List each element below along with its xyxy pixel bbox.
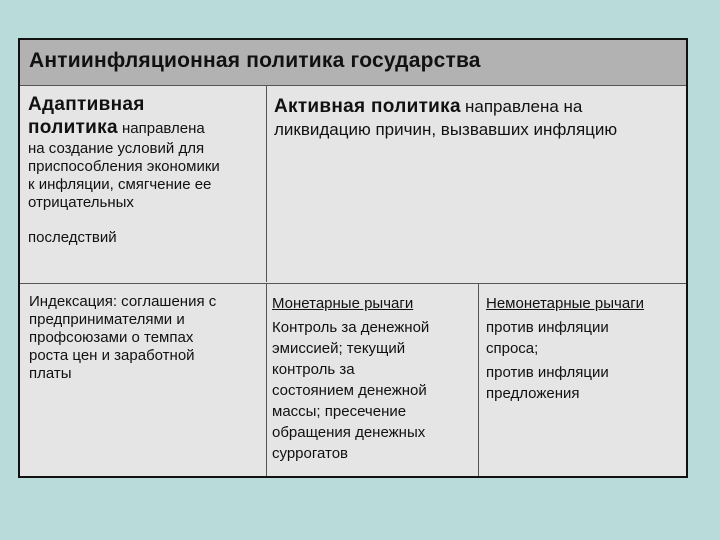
indexation-line: роста цен и заработной bbox=[29, 347, 195, 364]
monetary-line: суррогатов bbox=[272, 445, 349, 462]
monetary-line: Контроль за денежной bbox=[272, 319, 430, 336]
indexation-line: предпринимателями и bbox=[29, 311, 185, 328]
adaptive-heading-rest: направлена bbox=[122, 120, 205, 137]
monetary-line: массы; пресечение bbox=[272, 403, 407, 420]
monetary-heading: Монетарные рычаги bbox=[272, 295, 414, 312]
table-title: Антиинфляционная политика государства bbox=[29, 49, 481, 72]
monetary-line: состоянием денежной bbox=[272, 382, 427, 399]
adaptive-heading-line2: политика bbox=[28, 117, 118, 138]
adaptive-line: на создание условий для bbox=[28, 140, 205, 157]
indexation-line: профсоюзами о темпах bbox=[29, 329, 194, 346]
monetary-cell bbox=[272, 293, 476, 464]
active-policy-cell bbox=[274, 95, 682, 141]
indexation-line: Индексация: соглашения с bbox=[29, 293, 217, 310]
column-divider bbox=[266, 284, 267, 476]
table-title-row bbox=[20, 40, 686, 86]
policy-table bbox=[18, 38, 688, 478]
column-divider bbox=[478, 284, 479, 476]
monetary-line: контроль за bbox=[272, 361, 355, 378]
nonmonetary-line: предложения bbox=[486, 385, 580, 402]
nonmonetary-cell bbox=[486, 293, 684, 404]
nonmonetary-line: спроса; bbox=[486, 340, 539, 357]
instruments-row bbox=[20, 284, 686, 476]
monetary-line: эмиссией; текущий bbox=[272, 340, 406, 357]
adaptive-policy-cell bbox=[28, 93, 264, 247]
adaptive-line: приспособления экономики bbox=[28, 158, 220, 175]
monetary-line: обращения денежных bbox=[272, 424, 426, 441]
indexation-line: платы bbox=[29, 365, 72, 382]
policy-types-row bbox=[20, 86, 686, 284]
nonmonetary-line: против инфляции bbox=[486, 364, 609, 381]
adaptive-last-line: последствий bbox=[28, 229, 117, 246]
nonmonetary-line: против инфляции bbox=[486, 319, 609, 336]
adaptive-heading-line1: Адаптивная bbox=[28, 94, 145, 115]
adaptive-line: к инфляции, смягчение ее bbox=[28, 176, 212, 193]
active-line2: ликвидацию причин, вызвавших инфляцию bbox=[274, 120, 618, 139]
nonmonetary-heading: Немонетарные рычаги bbox=[486, 295, 645, 312]
indexation-cell bbox=[29, 293, 265, 383]
column-divider bbox=[266, 86, 267, 282]
adaptive-line: отрицательных bbox=[28, 194, 134, 211]
active-heading: Активная политика bbox=[274, 96, 461, 117]
active-heading-rest: направлена на bbox=[465, 97, 583, 116]
